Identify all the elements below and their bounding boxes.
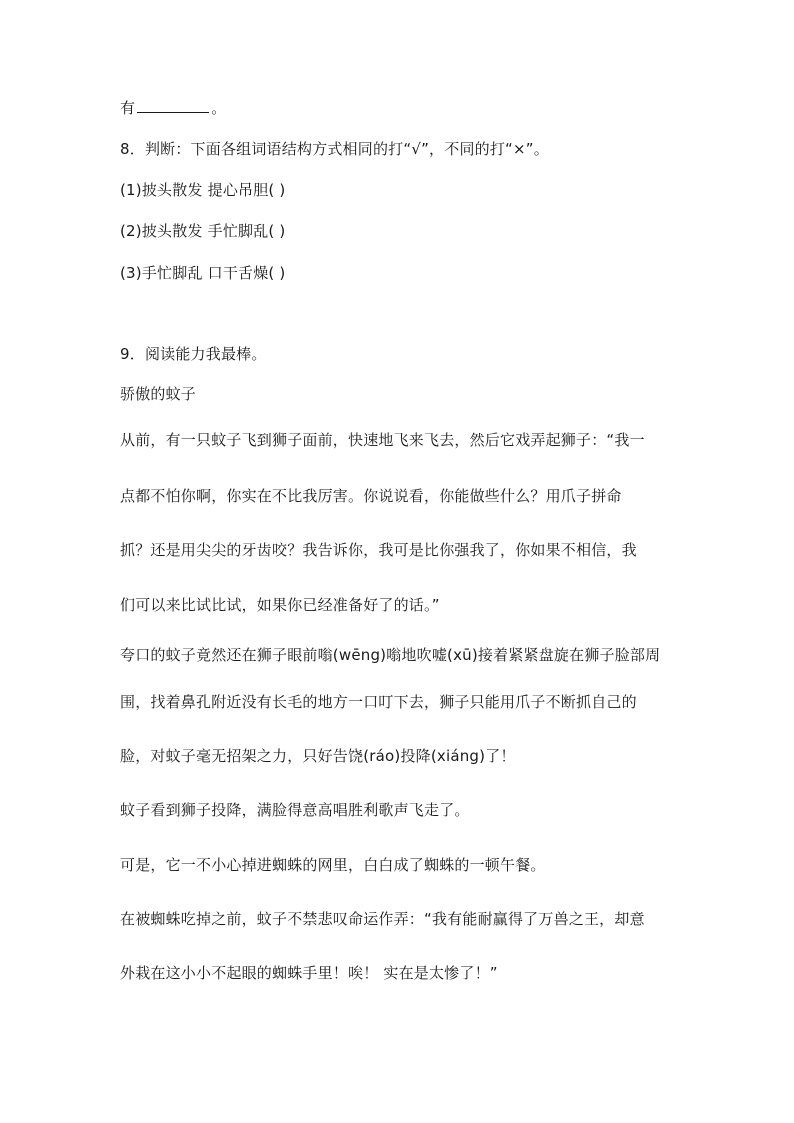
- story-line: 脸，对蚊子毫无招架之力，只好告饶(ráo)投降(xiáng)了！: [120, 747, 516, 765]
- q8-title: 8．判断：下面各组词语结构方式相同的打“√”，不同的打“×”。: [120, 140, 549, 158]
- story-line: 从前，有一只蚊子飞到狮子面前，快速地飞来飞去，然后它戏弄起狮子：“我一: [120, 431, 645, 449]
- story-line: 们可以来比试比试，如果你已经准备好了的话。”: [120, 596, 440, 614]
- story-line: 外栽在这小小不起眼的蜘蛛手里！唉！ 实在是太惨了！”: [120, 964, 498, 982]
- q7-suffix: 。: [211, 99, 227, 117]
- q8-item-3[interactable]: (3)手忙脚乱 口干舌燥( ): [120, 264, 286, 282]
- q8-item-2[interactable]: (2)披头散发 手忙脚乱( ): [120, 222, 286, 240]
- q7-prefix: 有: [120, 99, 136, 117]
- story-line: 可是，它一不小心掉进蜘蛛的网里，白白成了蜘蛛的一顿午餐。: [120, 856, 546, 874]
- story-line: 蚊子看到狮子投降，满脸得意高唱胜利歌声飞走了。: [120, 801, 470, 819]
- q7-answer-blank[interactable]: [137, 98, 209, 113]
- story-line: 夸口的蚊子竟然还在狮子眼前嗡(wēng)嗡地吹嘘(xū)接着紧紧盘旋在狮子脸部周: [120, 646, 661, 664]
- story-line: 围，找着鼻孔附近没有长毛的地方一口叮下去，狮子只能用爪子不断抓自己的: [120, 693, 637, 711]
- q9-title: 9．阅读能力我最棒。: [120, 345, 267, 363]
- story-line: 在被蜘蛛吃掉之前，蚊子不禁悲叹命运作弄：“我有能耐赢得了万兽之王，却意: [120, 910, 645, 928]
- story-line: 抓？还是用尖尖的牙齿咬？我告诉你，我可是比你强我了，你如果不相信，我: [120, 541, 637, 559]
- story-line: 点都不怕你啊，你实在不比我厉害。你说说看，你能做些什么？用爪子拼命: [120, 487, 622, 505]
- q8-item-1[interactable]: (1)披头散发 提心吊胆( ): [120, 181, 286, 199]
- story-title: 骄傲的蚊子: [120, 385, 197, 403]
- q7-answer-line: [120, 98, 226, 118]
